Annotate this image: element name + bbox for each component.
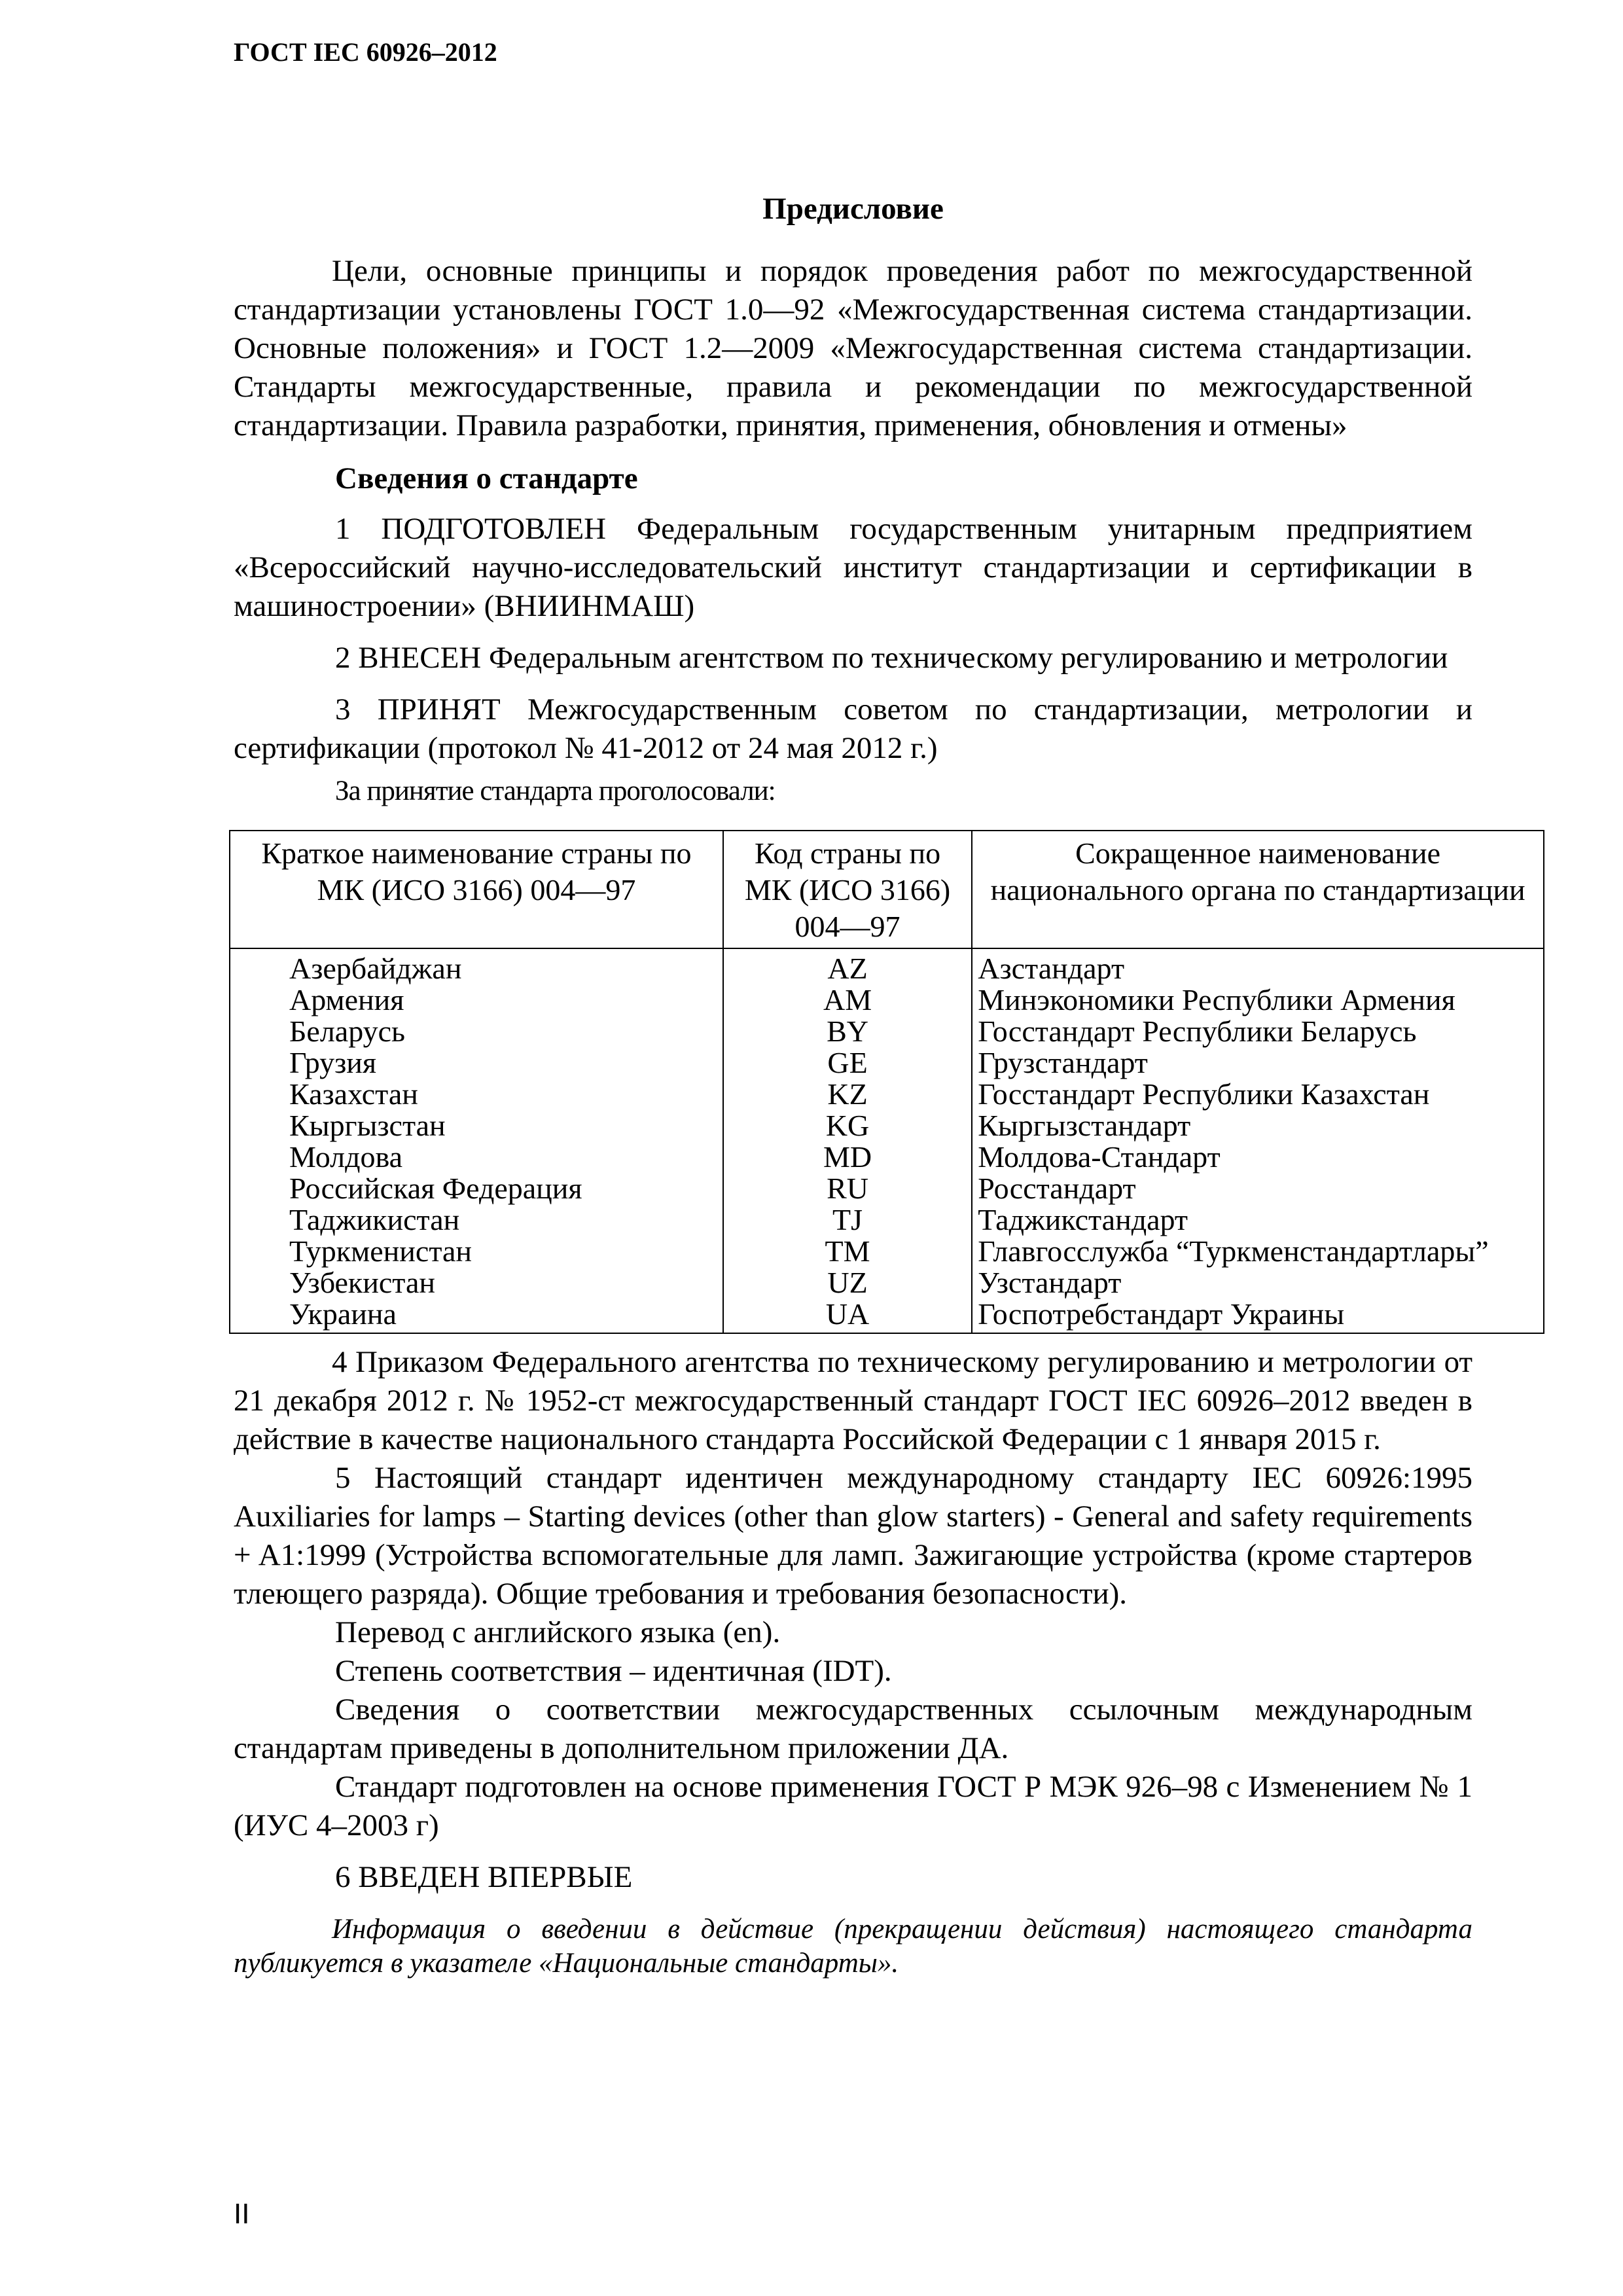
table-row [230, 984, 1544, 1016]
cell-country-code: AZ [723, 948, 972, 984]
table-row [230, 1110, 1544, 1141]
table-row [230, 1141, 1544, 1173]
translation-note: Перевод с английского языка (en). [335, 1615, 781, 1649]
cell-country-code: BY [723, 1016, 972, 1047]
table-row [230, 948, 1544, 984]
cell-country-code: KZ [723, 1079, 972, 1110]
document-code-header: ГОСТ IEC 60926–2012 [234, 37, 497, 67]
table-body [230, 948, 1544, 1333]
table-row [230, 1267, 1544, 1299]
cell-country-name: Казахстан [230, 1079, 723, 1110]
item-3-adopted: 3 ПРИНЯТ Межгосударственным советом по стандартизации, метрологии и сертификации (протокол № 41-2012 от 24 мая 2012 г.) [234, 692, 1472, 765]
table-row [230, 1016, 1544, 1047]
cell-country-name: Азербайджан [230, 948, 723, 984]
cell-country-code: TM [723, 1236, 972, 1267]
cell-country-code: TJ [723, 1204, 972, 1236]
cell-country-name: Беларусь [230, 1016, 723, 1047]
col-header-country-name: Краткое наименование страны по МК (ИСО 3166) 004—97 [230, 831, 723, 948]
cell-country-name: Украина [230, 1299, 723, 1333]
item-6-introduced: 6 ВВЕДЕН ВПЕРВЫЕ [335, 1860, 633, 1894]
cell-country-name: Молдова [230, 1141, 723, 1173]
cell-country-code: MD [723, 1141, 972, 1173]
col-header-national-body: Сокращенное наименование национального органа по стандартизации [972, 831, 1544, 948]
cell-country-code: UA [723, 1299, 972, 1333]
cell-country-name: Туркменистан [230, 1236, 723, 1267]
cell-country-code: UZ [723, 1267, 972, 1299]
publication-notice: Информация о введении в действие (прекращении действия) настоящего стандарта публикуется в указателе «Национальные стандарты». [234, 1914, 1472, 1979]
cell-country-code: AM [723, 984, 972, 1016]
basis-note: Стандарт подготовлен на основе применения ГОСТ Р МЭК 926–98 с Изменением № 1 (ИУС 4–2003 г) [234, 1770, 1472, 1842]
cell-country-code: RU [723, 1173, 972, 1204]
col-header-country-code: Код страны по МК (ИСО 3166) 004—97 [723, 831, 972, 948]
item-4-order: 4 Приказом Федерального агентства по техническому регулированию и метрологии от 21 декабря 2012 г. № 1952-ст межгосударственный стандарт ГОСТ IEC 60926–2012 введен в действие в качестве национального стандарта Российской Федерации с 1 января 2015 г. [234, 1345, 1472, 1456]
cell-national-body: Госстандарт Республики Казахстан [972, 1079, 1544, 1110]
item-1-prepared: 1 ПОДГОТОВЛЕН Федеральным государственным унитарным предприятием «Всероссийский научно-исследовательский институт стандартизации и сертификации в машиностроении» (ВНИИНМАШ) [234, 512, 1472, 623]
cell-national-body: Кыргызстандарт [972, 1110, 1544, 1141]
cell-national-body: Азстандарт [972, 948, 1544, 984]
cell-national-body: Госпотребстандарт Украины [972, 1299, 1544, 1333]
conformity-degree: Степень соответствия – идентичная (IDT). [335, 1654, 892, 1688]
cell-national-body: Главгосслужба “Туркменстандартлары” [972, 1236, 1544, 1267]
foreword-title: Предисловие [762, 192, 944, 226]
voting-countries-table [229, 830, 1544, 1334]
cell-country-name: Таджикистан [230, 1204, 723, 1236]
table-row [230, 1047, 1544, 1079]
cell-country-name: Российская Федерация [230, 1173, 723, 1204]
item-2-submitted: 2 ВНЕСЕН Федеральным агентством по техническому регулированию и метрологии [335, 641, 1448, 675]
item-5-identical: 5 Настоящий стандарт идентичен международному стандарту IEC 60926:1995 Auxiliaries for lamps – Starting devices (other than glow starters) - General and safety requirements + A1:1999 (Устройства вспомогательные для ламп. Зажигающие устройства (кроме стартеров тлеющего разряда). Общие требования и требования безопасности). [234, 1461, 1472, 1611]
foreword-section [234, 190, 1525, 1981]
cell-country-name: Грузия [230, 1047, 723, 1079]
cell-country-name: Кыргызстан [230, 1110, 723, 1141]
cell-country-code: GE [723, 1047, 972, 1079]
cell-national-body: Узстандарт [972, 1267, 1544, 1299]
table-row [230, 1299, 1544, 1333]
cell-country-name: Узбекистан [230, 1267, 723, 1299]
table-row [230, 1173, 1544, 1204]
table-row [230, 1079, 1544, 1110]
foreword-intro: Цели, основные принципы и порядок проведения работ по межгосударственной стандартизации установлены ГОСТ 1.0—92 «Межгосударственная система стандартизации. Основные положения» и ГОСТ 1.2—2009 «Межгосударственная система стандартизации. Стандарты межгосударственные, правила и рекомендации по межгосударственной стандартизации. Правила разработки, принятия, применения, обновления и отмены» [234, 254, 1472, 442]
cell-national-body: Таджикстандарт [972, 1204, 1544, 1236]
page-number: II [234, 2198, 250, 2230]
vote-caption: За принятие стандарта проголосовали: [335, 776, 776, 806]
cell-country-name: Армения [230, 984, 723, 1016]
cell-national-body: Минэкономики Республики Армения [972, 984, 1544, 1016]
table-row [230, 1204, 1544, 1236]
cell-national-body: Росстандарт [972, 1173, 1544, 1204]
cell-national-body: Госстандарт Республики Беларусь [972, 1016, 1544, 1047]
table-row [230, 1236, 1544, 1267]
standard-info-title: Сведения о стандарте [335, 461, 638, 495]
cell-national-body: Грузстандарт [972, 1047, 1544, 1079]
references-note: Сведения о соответствии межгосударственных ссылочным международным стандартам приведены в дополнительном приложении ДА. [234, 1693, 1472, 1765]
cell-national-body: Молдова-Стандарт [972, 1141, 1544, 1173]
cell-country-code: KG [723, 1110, 972, 1141]
table-header-row [230, 831, 1544, 948]
